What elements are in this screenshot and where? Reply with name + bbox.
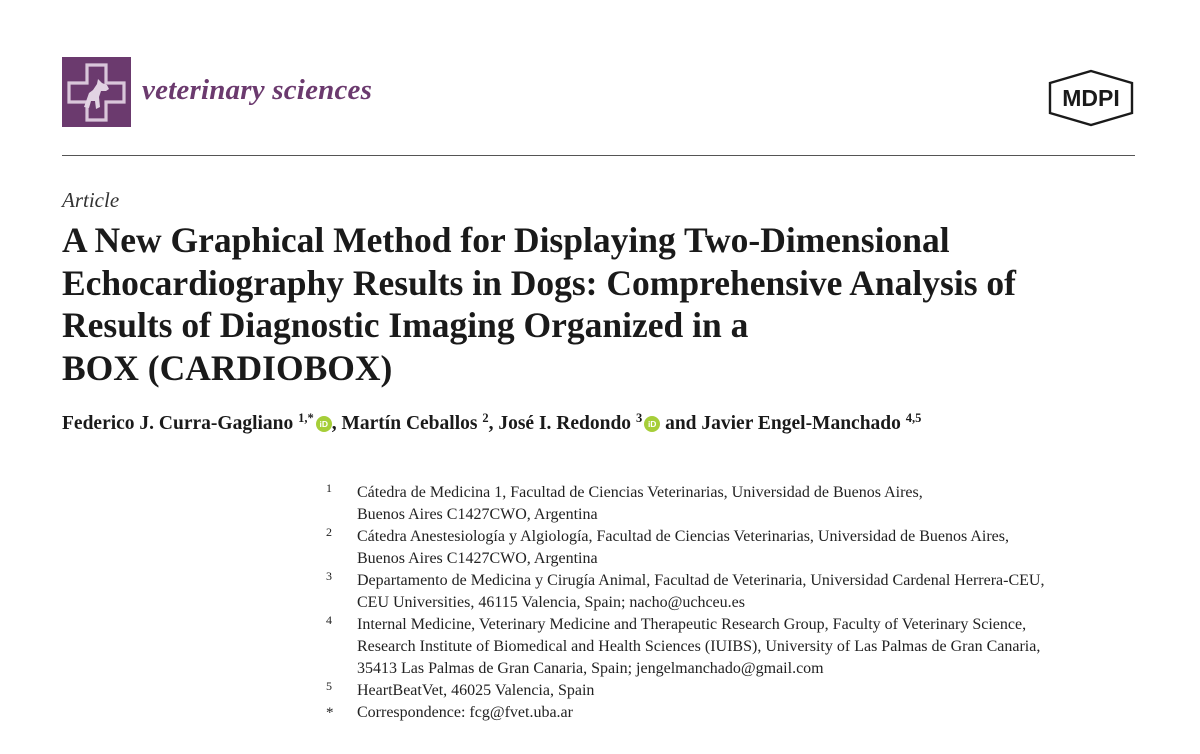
affiliation-item [326,680,1146,702]
affiliation-line: Research Institute of Biomedical and Health Sciences (IUIBS), University of Las Palmas de Gran Canaria, [357,638,1041,655]
affiliation-item [326,570,1146,614]
affiliation-line: Cátedra Anestesiología y Algiología, Facultad de Ciencias Veterinarias, Universidad de Buenos Aires, [357,528,1009,545]
title-line: A New Graphical Method for Displaying Two-Dimensional [62,220,950,260]
article-type: Article [62,188,120,212]
title-line: Results of Diagnostic Imaging Organized in a [62,305,749,345]
author-name[interactable]: Martín Ceballos [341,413,478,434]
author-list [62,411,921,435]
affiliation-number: 2 [326,525,332,539]
author-name[interactable]: Javier Engel-Manchado [701,413,901,434]
affiliation-number: 4 [326,613,332,627]
journal-logo [62,57,131,127]
affiliation-line: CEU Universities, 46115 Valencia, Spain; nacho@uchceu.es [357,594,745,611]
orcid-icon[interactable]: iD [316,416,332,432]
author-name[interactable]: Federico J. Curra-Gagliano [62,413,294,434]
author-name[interactable]: José I. Redondo [498,413,632,434]
affiliation-item [326,482,1146,526]
correspondence-marker: * [326,705,334,721]
article-title [62,219,1152,389]
affiliation-line: Departamento de Medicina y Cirugía Animal, Facultad de Veterinaria, Universidad Cardenal Herrera-CEU, [357,572,1045,589]
title-line: BOX (CARDIOBOX) [62,347,393,388]
affiliation-item [326,614,1146,680]
author-separator: and [665,413,697,434]
author-affiliation-marker: 2 [482,411,489,425]
affiliation-number: 5 [326,679,332,693]
affiliation-line: HeartBeatVet, 46025 Valencia, Spain [357,682,595,699]
title-line: Echocardiography Results in Dogs: Comprehensive Analysis of [62,262,1016,303]
mdpi-logo [1046,69,1136,127]
author-affiliation-marker: 3 [635,411,643,425]
cross-dog-logo-icon [62,57,131,127]
author-separator: , [331,413,337,434]
affiliation-item [326,526,1146,570]
affiliation-number: 3 [326,569,332,583]
header-divider [62,155,1135,156]
journal-name: veterinary sciences [142,74,373,106]
author-separator: , [488,413,494,434]
affiliation-line: Buenos Aires C1427CWO, Argentina [357,550,598,567]
affiliation-line: Internal Medicine, Veterinary Medicine and Therapeutic Research Group, Faculty of Veterinary Science, [357,616,1027,633]
affiliation-line: 35413 Las Palmas de Gran Canaria, Spain; jengelmanchado@gmail.com [357,660,824,677]
affiliation-line: Buenos Aires C1427CWO, Argentina [357,506,598,523]
affiliation-line: Cátedra de Medicina 1, Facultad de Ciencias Veterinarias, Universidad de Buenos Aires, [357,484,923,501]
author-affiliation-marker: 4,5 [905,411,922,425]
publisher-name: MDPI [1062,85,1120,111]
orcid-icon[interactable]: iD [644,416,660,432]
correspondence-line: Correspondence: fcg@fvet.uba.ar [357,704,573,721]
affiliation-number: 1 [326,481,332,495]
affiliations [326,482,1146,724]
affiliation-item [326,702,1146,724]
author-affiliation-marker: 1,* [298,411,314,425]
